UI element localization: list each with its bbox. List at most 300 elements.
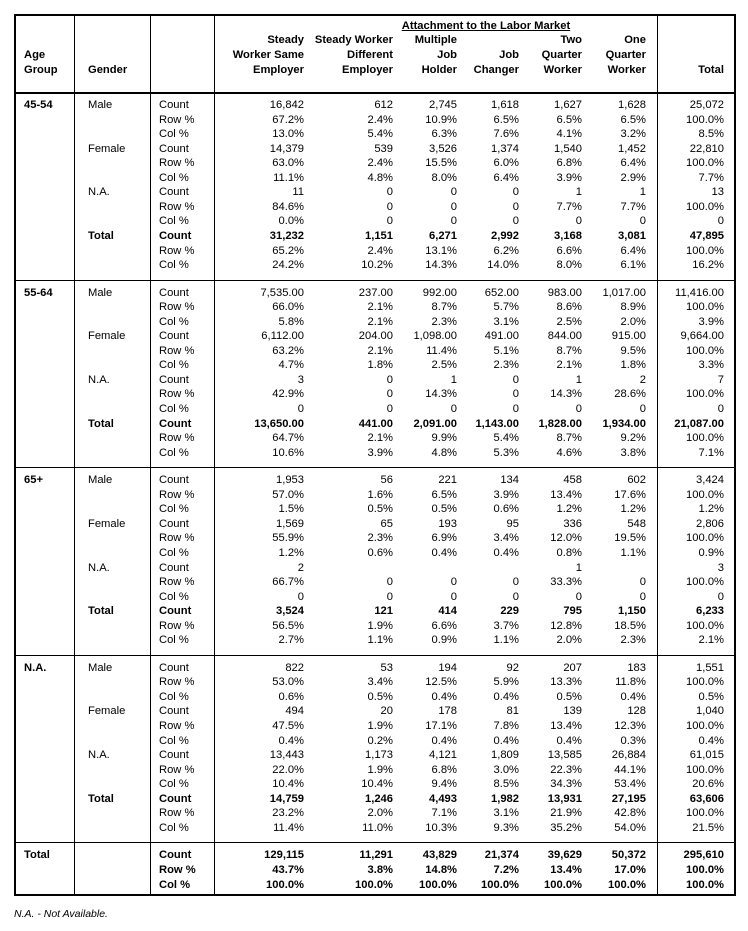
table-cell: 0 (450, 200, 457, 213)
stat-label: Count (159, 186, 189, 199)
header-column: Two (560, 34, 582, 46)
stat-label: Row % (159, 113, 195, 126)
gender-label: Male (88, 661, 113, 674)
table-cell: 55.9% (272, 532, 304, 545)
table-cell: 0 (639, 403, 646, 415)
table-cell: 11,416.00 (675, 286, 724, 299)
table-cell: 53.4% (614, 778, 646, 791)
table-cell: 6.9% (431, 532, 457, 545)
header-column: Worker (607, 64, 646, 76)
table-cell: 10.4% (272, 778, 304, 791)
table-cell: 2.1% (367, 315, 393, 328)
table-cell: 6.0% (493, 157, 519, 170)
table-cell: 63.2% (272, 344, 304, 357)
stat-label: Row % (159, 200, 195, 213)
table-cell: 100.0% (686, 244, 724, 257)
table-cell: 7.7% (556, 200, 582, 213)
table-cell: 7.8% (493, 720, 519, 732)
table-cell: 1,551 (696, 661, 724, 674)
table-cell: 100.0% (686, 863, 724, 876)
table-cell: 2.4% (367, 113, 393, 126)
table-cell: 822 (285, 661, 304, 674)
table-cell: 1.9% (367, 720, 393, 732)
table-cell: 4.1% (556, 128, 582, 141)
table-cell: 652.00 (484, 286, 519, 299)
table-cell: 10.9% (425, 113, 457, 126)
table-cell: 11.0% (362, 821, 393, 834)
table-cell: 1.1% (493, 634, 519, 647)
table-cell: 3.9% (493, 488, 519, 501)
table-cell: 100.0% (686, 619, 724, 632)
table-cell: 7.2% (493, 863, 519, 876)
table-cell: 2.7% (278, 634, 304, 647)
table-cell: 0.4% (431, 546, 457, 559)
table-cell: 6.3% (431, 128, 457, 141)
table-cell: 0.4% (493, 734, 519, 747)
table-cell: 20.6% (692, 778, 724, 791)
table-cell: 2.4% (367, 157, 393, 170)
table-cell: 1,017.00 (602, 286, 646, 299)
gender-label: Male (88, 474, 113, 487)
table-cell: 121 (374, 605, 393, 618)
table-cell: 1,618 (491, 99, 519, 111)
stat-label: Count (159, 142, 189, 155)
table-cell: 0.4% (493, 546, 519, 559)
table-cell: 194 (438, 661, 457, 674)
table-cell: 3.7% (493, 619, 519, 632)
table-cell: 66.0% (272, 301, 304, 314)
table-cell: 39,629 (547, 849, 582, 862)
header-column: Steady Worker (314, 34, 393, 46)
gender-label: Male (88, 286, 113, 299)
table-cell: 0.8% (556, 546, 582, 559)
table-cell: 1,828.00 (538, 417, 582, 430)
table-cell: 539 (374, 142, 393, 155)
table-cell: 14.8% (425, 863, 457, 876)
table-cell: 2.5% (556, 315, 582, 328)
table-cell: 13.4% (550, 488, 582, 501)
gender-label: Female (88, 705, 126, 718)
table-cell: 9.9% (431, 432, 457, 445)
table-cell: 17.1% (425, 720, 457, 732)
stat-label: Row % (159, 301, 195, 314)
table-cell: 0.4% (278, 734, 304, 747)
table-cell: 128 (627, 705, 646, 718)
table-cell: 0 (512, 576, 519, 589)
table-cell: 458 (563, 474, 582, 487)
table-cell: 4.8% (431, 446, 457, 459)
stat-label: Count (159, 661, 189, 674)
table-cell: 6.4% (620, 157, 646, 170)
table-cell: 3,526 (429, 142, 457, 155)
table-cell: 0 (450, 590, 457, 603)
table-cell: 3.0% (493, 763, 519, 776)
table-cell: 0.3% (620, 734, 646, 747)
table-cell: 1,452 (618, 142, 646, 155)
table-cell: 0 (639, 590, 646, 603)
gender-label: N.A. (88, 749, 110, 762)
table-cell: 4,121 (429, 749, 457, 762)
table-cell: 65 (380, 517, 393, 530)
table-cell: 3.8% (367, 863, 393, 876)
gender-label: Total (88, 417, 114, 430)
column-rule (74, 16, 75, 894)
table-cell: 0.6% (367, 546, 393, 559)
table-cell: 1,953 (276, 474, 304, 487)
header-column: Employer (253, 64, 304, 76)
table-cell: 4.6% (556, 446, 582, 459)
table-cell: 53 (380, 661, 393, 674)
table-cell: 0 (575, 403, 582, 415)
table-cell: 9.5% (620, 344, 646, 357)
table-cell: 441.00 (358, 417, 393, 430)
table-cell: 13,650.00 (254, 417, 304, 430)
table-cell: 12.8% (550, 619, 582, 632)
table-cell: 100.0% (686, 676, 724, 689)
stat-label: Row % (159, 619, 195, 632)
table-cell: 1.5% (278, 503, 304, 516)
table-cell: 0 (717, 590, 724, 603)
table-cell: 100.0% (686, 878, 724, 891)
table-cell: 17.0% (614, 863, 646, 876)
table-cell: 65.2% (272, 244, 304, 257)
table-cell: 14,379 (269, 142, 304, 155)
table-cell: 5.3% (493, 446, 519, 459)
table-cell: 17.6% (614, 488, 646, 501)
table-cell: 1,098.00 (413, 330, 457, 343)
table-cell: 3.1% (493, 807, 519, 820)
table-cell: 10.4% (361, 778, 393, 791)
stat-label: Row % (159, 576, 195, 589)
table-cell: 992.00 (422, 286, 457, 299)
table-cell: 229 (500, 605, 519, 618)
header-age-group: Age (24, 49, 46, 61)
header-gender: Gender (88, 64, 128, 76)
stat-label: Row % (159, 720, 195, 732)
table-cell: 2.1% (367, 344, 393, 357)
table-cell: 612 (374, 99, 393, 111)
table-cell: 22.0% (272, 763, 304, 776)
table-cell: 16.2% (692, 259, 724, 272)
table-cell: 2.9% (620, 171, 646, 184)
table-cell: 13.4% (550, 720, 582, 732)
gender-label: N.A. (88, 561, 110, 574)
stat-label: Col % (159, 359, 189, 372)
stat-label: Row % (159, 676, 195, 689)
table-cell: 0.0% (278, 215, 304, 228)
column-rule (657, 16, 658, 894)
column-rule (150, 16, 151, 894)
stat-label: Row % (159, 763, 195, 776)
gender-label: Male (88, 99, 113, 111)
stat-label: Col % (159, 315, 189, 328)
table-cell: 0 (386, 215, 393, 228)
table-cell: 4,493 (429, 792, 457, 805)
table-cell: 1,540 (554, 142, 582, 155)
table-cell: 204.00 (358, 330, 393, 343)
table-cell: 0 (639, 215, 646, 228)
table-cell: 1,040 (696, 705, 724, 718)
table-cell: 0.4% (620, 690, 646, 703)
table-cell: 1.2% (556, 503, 582, 516)
table-cell: 0 (386, 388, 393, 401)
table-cell: 7,535.00 (260, 286, 304, 299)
table-cell: 1,982 (491, 792, 519, 805)
header-column: Holder (421, 64, 457, 76)
table-cell: 63,606 (689, 792, 724, 805)
table-cell: 1 (575, 373, 582, 386)
table-cell: 2,745 (429, 99, 457, 111)
table-cell: 3.9% (698, 315, 724, 328)
table-cell: 7 (717, 373, 724, 386)
gender-label: Female (88, 142, 126, 155)
stat-label: Row % (159, 157, 195, 170)
stat-label: Row % (159, 432, 195, 445)
table-cell: 3,168 (554, 229, 582, 242)
header-column: Job (499, 49, 519, 61)
stat-label: Col % (159, 128, 189, 141)
table-cell: 10.6% (272, 446, 304, 459)
table-cell: 21.5% (692, 821, 724, 834)
table-cell: 33.3% (550, 576, 582, 589)
table-cell: 1,150 (618, 605, 646, 618)
table-cell: 134 (500, 474, 519, 487)
table-cell: 0 (639, 576, 646, 589)
table-cell: 1.2% (278, 546, 304, 559)
table-cell: 9.2% (620, 432, 646, 445)
table-cell: 0 (717, 215, 724, 228)
table-cell: 100.0% (355, 878, 393, 891)
table-cell: 8.6% (556, 301, 582, 314)
table-cell: 22,810 (689, 142, 724, 155)
table-cell: 64.7% (272, 432, 304, 445)
table-cell: 1.8% (367, 359, 393, 372)
table-cell: 2.3% (431, 315, 457, 328)
table-cell: 1,374 (491, 142, 519, 155)
table-cell: 8.9% (620, 301, 646, 314)
header-column: One (624, 34, 646, 46)
header-column: Total (698, 64, 724, 76)
table-cell: 0 (575, 215, 582, 228)
table-cell: 1.9% (367, 619, 393, 632)
table-cell: 7.6% (493, 128, 519, 141)
stat-label: Count (159, 474, 189, 487)
table-cell: 795 (563, 605, 582, 618)
table-cell: 34.3% (550, 778, 582, 791)
stat-label: Count (159, 792, 192, 805)
stat-label: Col % (159, 259, 189, 272)
table-cell: 57.0% (272, 488, 304, 501)
table-cell: 63.0% (272, 157, 304, 170)
table-cell: 0 (512, 215, 519, 228)
table-cell: 2 (639, 373, 646, 386)
table-cell: 0 (512, 403, 519, 415)
row-rule (16, 467, 734, 468)
header-column: Quarter (541, 49, 582, 61)
table-cell: 0.5% (556, 690, 582, 703)
table-cell: 100.0% (686, 488, 724, 501)
table-cell: 66.7% (272, 576, 304, 589)
table-cell: 2.3% (367, 532, 393, 545)
table-cell: 11.1% (273, 171, 304, 184)
table-cell: 0 (386, 373, 393, 386)
table-cell: 100.0% (686, 532, 724, 545)
table-cell: 0.5% (367, 503, 393, 516)
stat-label: Col % (159, 878, 191, 891)
table-cell: 3 (297, 373, 304, 386)
table-cell: 81 (506, 705, 519, 718)
table-cell: 0.4% (431, 734, 457, 747)
table-cell: 25,072 (689, 99, 724, 111)
table-cell: 3.9% (556, 171, 582, 184)
table-cell: 100.0% (686, 344, 724, 357)
table-cell: 7.1% (698, 446, 724, 459)
table-cell: 2.1% (367, 301, 393, 314)
table-cell: 67.2% (272, 113, 304, 126)
table-cell: 20 (380, 705, 393, 718)
table-cell: 9.4% (431, 778, 457, 791)
table-cell: 6,112.00 (261, 330, 304, 343)
table-cell: 139 (563, 705, 582, 718)
table-cell: 95 (506, 517, 519, 530)
stat-label: Row % (159, 807, 195, 820)
table-cell: 0.9% (431, 634, 457, 647)
table-cell: 21,374 (484, 849, 519, 862)
table-cell: 100.0% (608, 878, 646, 891)
table-cell: 178 (438, 705, 457, 718)
gender-label: N.A. (88, 373, 110, 386)
labor-market-table (14, 14, 736, 896)
table-cell: 100.0% (686, 576, 724, 589)
table-cell: 26,884 (611, 749, 646, 762)
table-cell: 0 (450, 403, 457, 415)
table-cell: 0.6% (278, 690, 304, 703)
table-cell: 6,233 (696, 605, 724, 618)
table-cell: 1,627 (554, 99, 582, 111)
table-cell: 0 (450, 576, 457, 589)
stat-label: Count (159, 229, 192, 242)
gender-label: Female (88, 330, 126, 343)
stat-label: Count (159, 517, 189, 530)
table-cell: 915.00 (611, 330, 646, 343)
stat-label: Count (159, 605, 192, 618)
stat-label: Row % (159, 388, 195, 401)
table-cell: 1,809 (491, 749, 519, 762)
header-column: Different (347, 49, 393, 61)
table-cell: 0.4% (493, 690, 519, 703)
table-cell: 5.9% (493, 676, 519, 689)
stat-label: Col % (159, 590, 189, 603)
table-cell: 0 (386, 576, 393, 589)
header-column: Multiple (414, 34, 457, 46)
table-cell: 983.00 (547, 286, 582, 299)
table-cell: 14.3% (425, 259, 457, 272)
table-cell: 0 (386, 200, 393, 213)
table-cell: 2,806 (696, 517, 724, 530)
table-cell: 31,232 (269, 229, 304, 242)
table-cell: 494 (285, 705, 304, 718)
table-cell: 336 (563, 517, 582, 530)
table-cell: 100.0% (686, 113, 724, 126)
table-cell: 100.0% (266, 878, 304, 891)
gender-label: Total (88, 605, 114, 618)
table-cell: 2.3% (620, 634, 646, 647)
stat-label: Row % (159, 244, 195, 257)
table-cell: 2.1% (698, 634, 724, 647)
row-rule (16, 280, 734, 281)
table-cell: 13,443 (269, 749, 304, 762)
header-column: Steady (267, 34, 304, 46)
table-cell: 2,091.00 (413, 417, 457, 430)
table-cell: 5.4% (367, 128, 393, 141)
table-cell: 183 (627, 661, 646, 674)
age-group-label: N.A. (24, 661, 47, 674)
table-cell: 0 (386, 590, 393, 603)
stat-label: Col % (159, 821, 189, 834)
table-cell: 42.8% (614, 807, 646, 820)
table-cell: 6.6% (556, 244, 582, 257)
header-column: Quarter (605, 49, 646, 61)
stat-label: Col % (159, 503, 189, 516)
table-cell: 3.4% (367, 676, 393, 689)
stat-label: Count (159, 330, 189, 343)
table-cell: 0 (575, 590, 582, 603)
table-cell: 5.1% (493, 344, 519, 357)
table-cell: 6.6% (431, 619, 457, 632)
table-cell: 56.5% (272, 619, 304, 632)
table-cell: 491.00 (484, 330, 519, 343)
stat-label: Row % (159, 532, 195, 545)
table-cell: 47.5% (272, 720, 304, 732)
stat-label: Row % (159, 344, 195, 357)
table-cell: 2.5% (431, 359, 457, 372)
table-cell: 1,173 (365, 749, 393, 762)
table-cell: 10.3% (425, 821, 457, 834)
table-cell: 6.5% (493, 113, 519, 126)
table-cell: 11.4% (273, 821, 304, 834)
table-cell: 1.1% (620, 546, 646, 559)
age-group-label: 45-54 (24, 99, 53, 111)
table-cell: 13,931 (547, 792, 582, 805)
stat-label: Count (159, 99, 189, 111)
table-cell: 24.2% (272, 259, 304, 272)
table-cell: 11.4% (426, 344, 457, 357)
table-cell: 12.5% (425, 676, 457, 689)
table-cell: 1.1% (367, 634, 393, 647)
gender-label: N.A. (88, 186, 110, 199)
row-rule (16, 842, 734, 843)
table-cell: 7.7% (698, 171, 724, 184)
gender-label: Total (88, 229, 114, 242)
table-cell: 3.1% (493, 315, 519, 328)
table-cell: 2.4% (367, 244, 393, 257)
table-cell: 0 (386, 186, 393, 199)
table-cell: 43,829 (422, 849, 457, 862)
table-cell: 3.3% (698, 359, 724, 372)
table-cell: 14.3% (425, 388, 457, 401)
stat-label: Col % (159, 690, 189, 703)
age-group-label: 55-64 (24, 286, 53, 299)
stat-label: Count (159, 286, 189, 299)
table-cell: 1.9% (367, 763, 393, 776)
table-cell: 1.2% (620, 503, 646, 516)
table-cell: 548 (627, 517, 646, 530)
table-cell: 92 (506, 661, 519, 674)
table-cell: 0 (386, 403, 393, 415)
stat-label: Count (159, 417, 192, 430)
table-cell: 2.0% (556, 634, 582, 647)
table-cell: 207 (563, 661, 582, 674)
